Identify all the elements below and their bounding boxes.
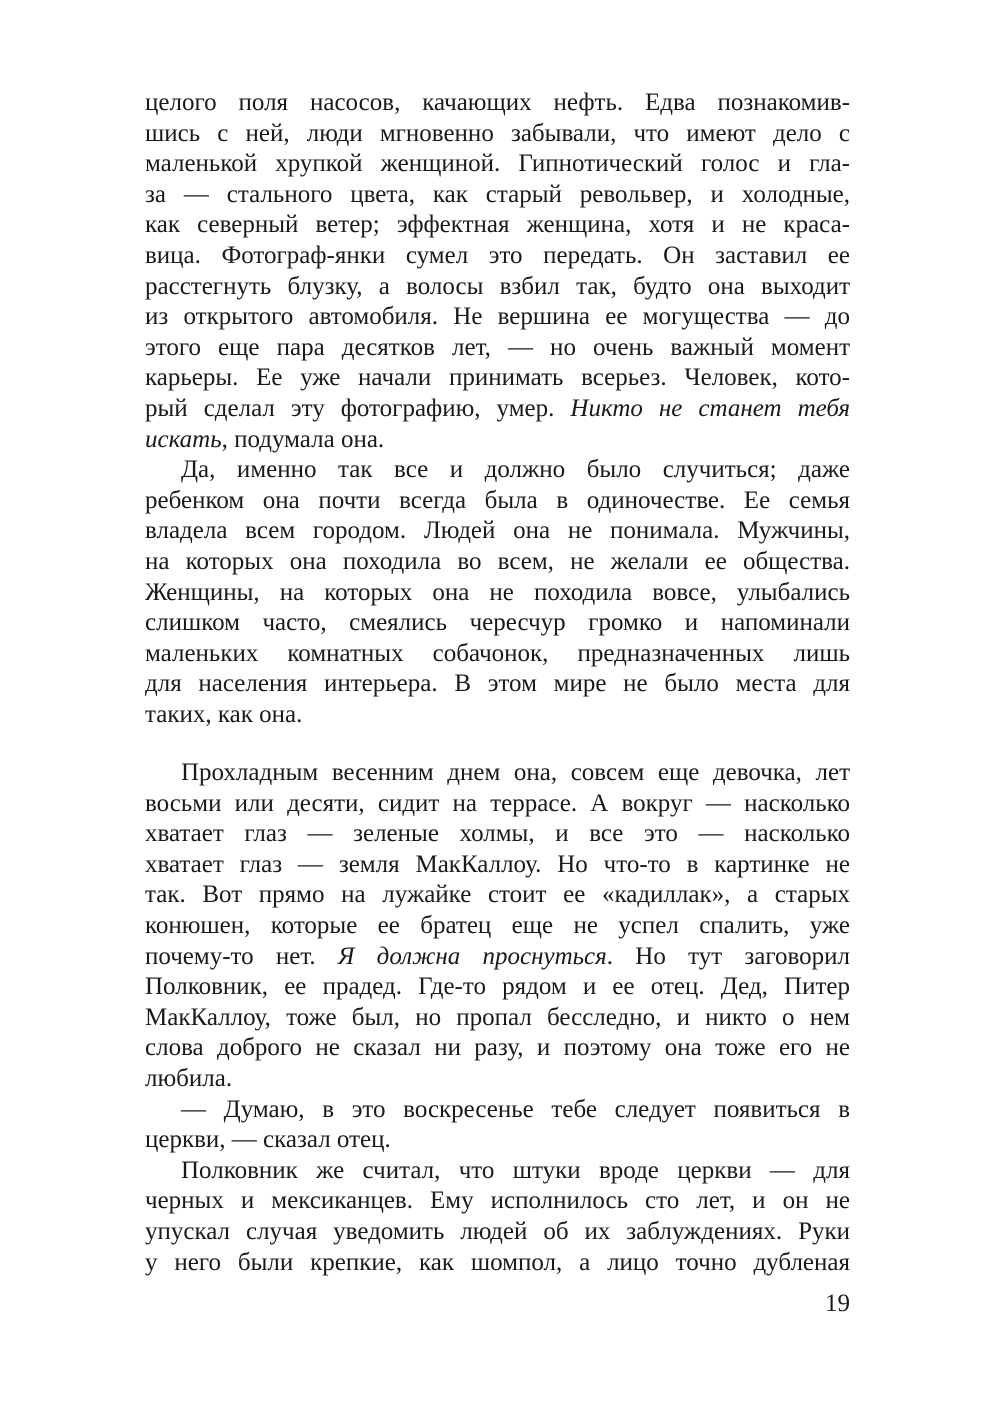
text-line: карьеры. Ее уже начали принимать всерьез. Человек, кото- (145, 364, 850, 392)
italic-phrase: Я должна проснуться (337, 942, 607, 970)
text-line: слова доброго не сказал ни разу, и поэтому она тоже его не (145, 1034, 850, 1062)
text-line: для населения интерьера. В этом мире не было места для (145, 670, 850, 698)
text-line (145, 394, 850, 425)
text-line: вица. Фотограф-янки сумел это передать. Он заставил ее (145, 241, 850, 269)
page-number: 19 (825, 1290, 850, 1317)
italic-phrase: Никто не станет тебя (570, 394, 850, 422)
text-line: маленьких комнатных собачонок, предназначенных лишь (145, 639, 850, 667)
text-line: восьми или десяти, сидит на террасе. А вокруг — насколько (145, 789, 850, 817)
text-line: владела всем городом. Людей она не понимала. Мужчины, (145, 517, 850, 545)
text-line: Полковник, ее прадед. Где-то рядом и ее отец. Дед, Питер (145, 973, 850, 1001)
text-line: хватает глаз — зеленые холмы, и все это — насколько (145, 820, 850, 848)
text-line: маленькой хрупкой женщиной. Гипнотический голос и гла- (145, 150, 850, 178)
text-section-1 (145, 88, 850, 730)
text-line: МакКаллоу, тоже был, но пропал бесследно, и никто о нем (145, 1003, 850, 1031)
paragraph-first-line: — Думаю, в это воскресенье тебе следует появиться в (181, 1095, 850, 1123)
text-line: целого поля насосов, качающих нефть. Едва познакомив- (145, 89, 850, 116)
text-line: так. Вот прямо на лужайке стоит ее «кадиллак», а старых (145, 881, 850, 909)
text-run: . Но тут заговорил (606, 942, 850, 970)
text-line: слишком часто, смеялись чересчур громко и напоминали (145, 609, 850, 637)
text-run: , подумала она. (221, 425, 385, 453)
text-run: рый сделал эту фотографию, умер. (145, 394, 571, 422)
text-line: хватает глаз — земля МакКаллоу. Но что-то в картинке не (145, 850, 850, 878)
text-line (145, 425, 850, 456)
text-line: расстегнуть блузку, а волосы взбил так, будто она выходит (145, 272, 850, 300)
text-line (145, 942, 850, 973)
text-line: черных и мексиканцев. Ему исполнилось сто лет, и он не (145, 1187, 850, 1215)
text-line: как северный ветер; эффектная женщина, хотя и не краса- (145, 211, 850, 239)
text-line: любила. (145, 1064, 233, 1092)
text-line: у него были крепкие, как шомпол, а лицо точно дубленая (145, 1248, 850, 1276)
text-line: конюшен, которые ее братец еще не успел спалить, уже (145, 911, 850, 939)
text-line: церкви, — сказал отец. (145, 1126, 391, 1154)
text-line: ребенком она почти всегда была в одиночестве. Ее семья (145, 486, 850, 514)
text-section-2 (145, 758, 850, 1278)
text-line: шись с ней, люди мгновенно забывали, что имеют дело с (145, 119, 850, 147)
text-line: этого еще пара десятков лет, — но очень важный момент (145, 333, 850, 361)
text-line: Женщины, на которых она не походила вовсе, улыбались (145, 578, 850, 606)
paragraph-first-line: Прохладным весенним днем она, совсем еще девочка, лет (181, 759, 850, 786)
text-line: таких, как она. (145, 700, 303, 728)
text-run: почему-то нет. (145, 942, 338, 970)
text-line: упускал случая уведомить людей об их заблуждениях. Руки (145, 1217, 850, 1245)
text-line: на которых она походила во всем, не желали ее общества. (145, 547, 850, 575)
paragraph-first-line: Да, именно так все и должно было случиться; даже (181, 456, 850, 484)
text-line: из открытого автомобиля. Не вершина ее могущества — до (145, 303, 850, 331)
paragraph-first-line: Полковник же считал, что штуки вроде церкви — для (181, 1156, 850, 1184)
text-line: за — стального цвета, как старый револьвер, и холодные, (145, 180, 850, 208)
italic-phrase: искать (145, 425, 222, 453)
